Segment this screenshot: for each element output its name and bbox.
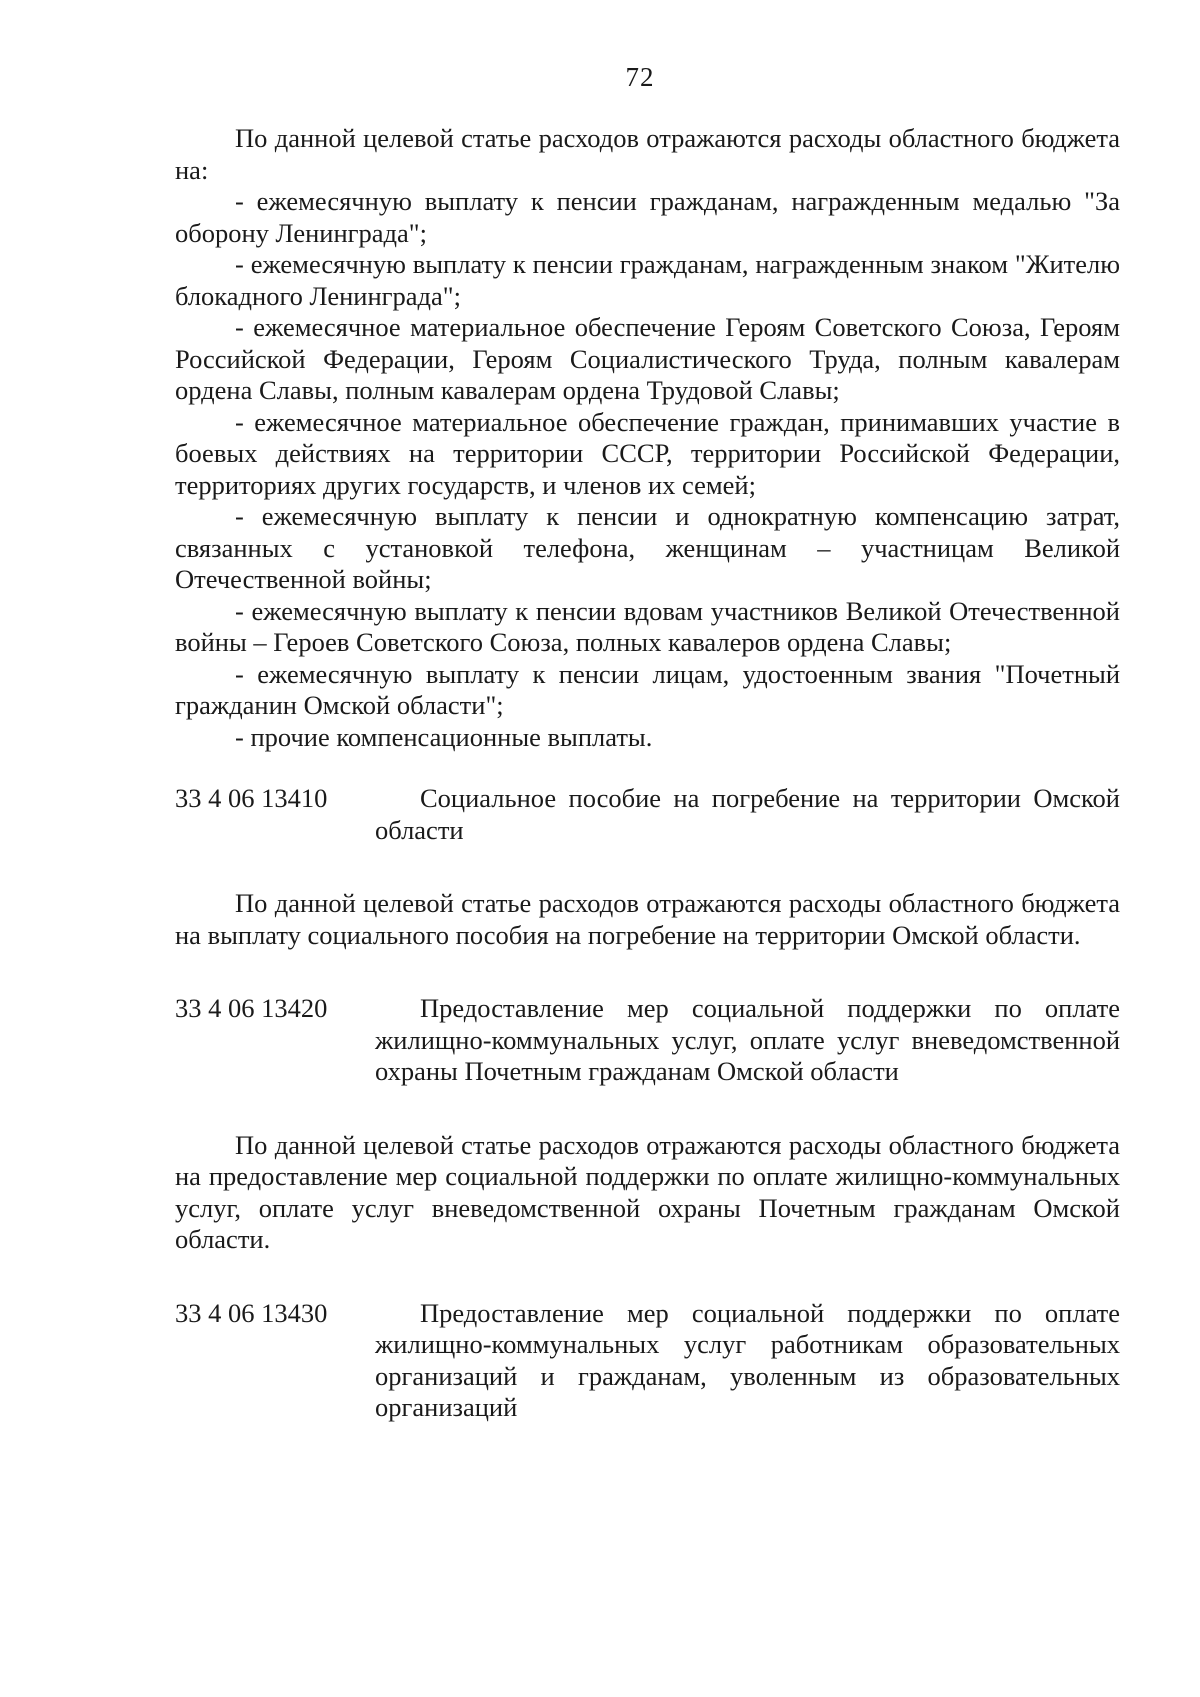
entry-description: По данной целевой статье расходов отражаются расходы областного бюджета на выплату социального пособия на погребение на территории Омской области. (175, 888, 1120, 950)
entry-title: Предоставление мер социальной поддержки по оплате жилищно-коммунальных услуг работникам образовательных организаций и гражданам, уволенным из образовательных организаций (375, 1297, 1120, 1422)
list-item: - прочие компенсационные выплаты. (235, 721, 653, 752)
list-item: - ежемесячное материальное обеспечение Героям Советского Союза, Героям Российской Федерации, Героям Социалистического Труда, полным кавалерам ордена Славы, полным кавалерам ордена Трудовой Славы; (175, 312, 1120, 405)
list-item: - ежемесячную выплату к пенсии гражданам, награжденным знаком "Жителю блокадного Ленинграда"; (175, 249, 1120, 311)
budget-entry-13430 (175, 1298, 1120, 1424)
budget-entry-13420 (175, 993, 1120, 1088)
intro-paragraph: По данной целевой статье расходов отражаются расходы областного бюджета на: (175, 123, 1120, 185)
list-item: - ежемесячную выплату к пенсии вдовам участников Великой Отечественной войны – Героев Советского Союза, полных кавалеров ордена Славы; (175, 595, 1120, 657)
list-item: - ежемесячную выплату к пенсии и однократную компенсацию затрат, связанных с установкой телефона, женщинам – участницам Великой Отечественной войны; (175, 501, 1120, 594)
entry-code: 33 4 06 13410 (175, 783, 328, 813)
entry-description: По данной целевой статье расходов отражаются расходы областного бюджета на предоставление мер социальной поддержки по оплате жилищно-коммунальных услуг, оплате услуг вневедомственной охраны Почетным гражданам Омской области. (175, 1129, 1120, 1254)
entry-title: Предоставление мер социальной поддержки по оплате жилищно-коммунальных услуг, оплате услуг вневедомственной охраны Почетным гражданам Омской области (375, 993, 1120, 1086)
list-item: - ежемесячную выплату к пенсии гражданам, награжденным медалью "За оборону Ленинграда"; (175, 186, 1120, 248)
expense-list (175, 186, 1120, 753)
budget-entry-13410 (175, 783, 1120, 846)
entry-code: 33 4 06 13420 (175, 993, 328, 1023)
document-body (175, 123, 1120, 1424)
list-item: - ежемесячную выплату к пенсии лицам, удостоенным звания "Почетный гражданин Омской области"; (175, 658, 1120, 720)
page-number: 72 (625, 62, 655, 92)
entry-code: 33 4 06 13430 (175, 1297, 328, 1328)
entry-title: Социальное пособие на погребение на территории Омской области (375, 783, 1120, 845)
list-item: - ежемесячное материальное обеспечение граждан, принимавших участие в боевых действиях на территории СССР, территории Российской Федерации, территориях других государств, и членов их семей; (175, 406, 1120, 500)
